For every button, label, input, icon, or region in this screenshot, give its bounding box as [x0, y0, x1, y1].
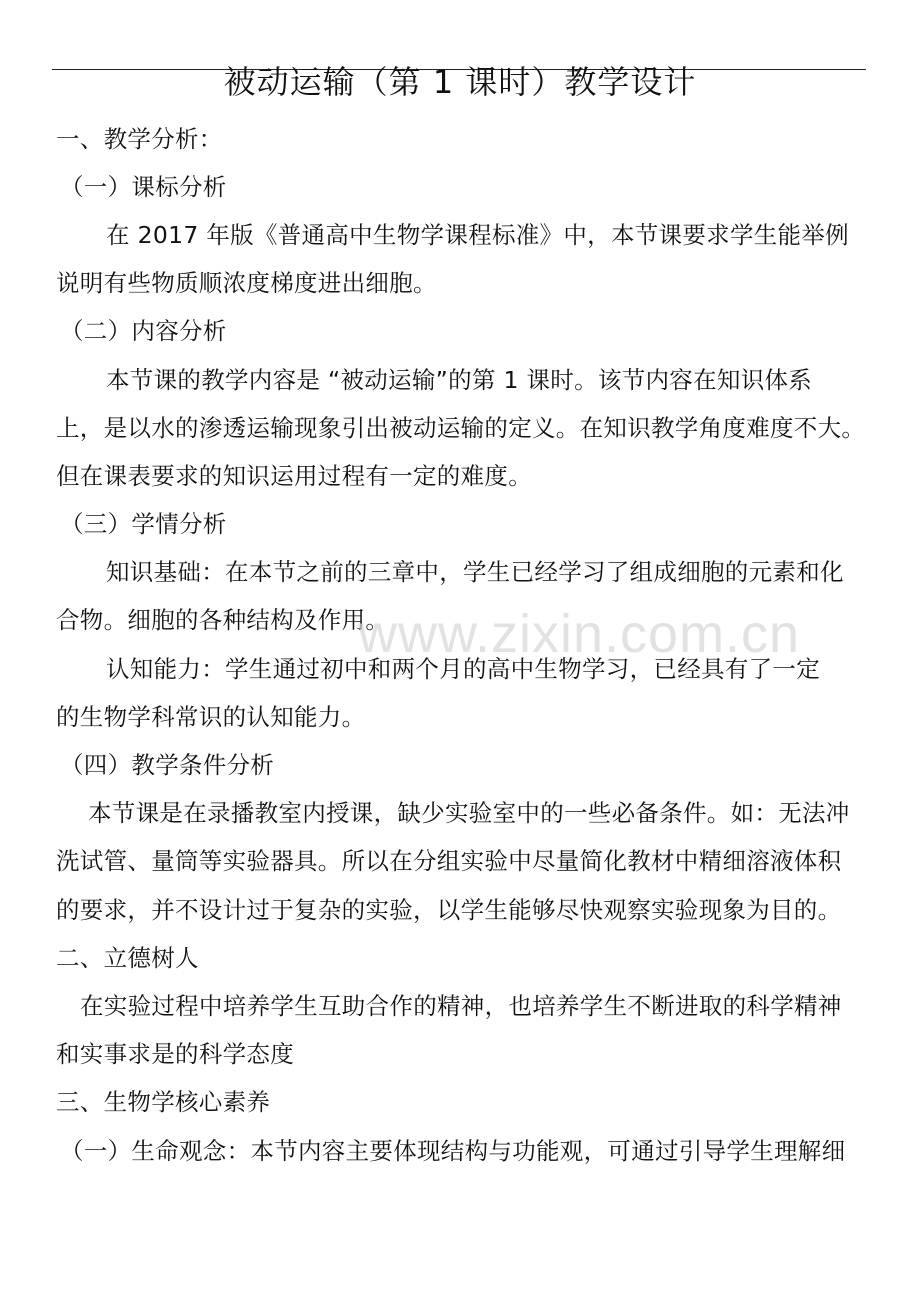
paragraph-line: 说明有些物质顺浓度梯度进出细胞。: [56, 269, 437, 297]
paragraph-line: 认知能力：学生通过初中和两个月的高中生物学习，已经具有了一定: [106, 655, 820, 683]
section-heading-1: 一、教学分析：: [56, 125, 223, 153]
paragraph-line: 本节课的教学内容是 “被动运输”的第 1 课时。该节内容在知识体系: [106, 366, 813, 394]
subsection-heading-1-3: （三）学情分析: [60, 510, 227, 538]
paragraph-line: 和实事求是的科学态度: [56, 1040, 294, 1068]
paragraph-line: 的要求，并不设计过于复杂的实验，以学生能够尽快观察实验现象为目的。: [56, 896, 842, 924]
paragraph-line: 洗试管、量筒等实验器具。所以在分组实验中尽量简化教材中精细溶液体积: [56, 847, 842, 875]
paragraph-line: 合物。细胞的各种结构及作用。: [56, 606, 390, 634]
subsection-heading-1-2: （二）内容分析: [60, 317, 227, 345]
subsection-heading-1-1: （一）课标分析: [60, 173, 227, 201]
subsection-heading-1-4: （四）教学条件分析: [60, 751, 275, 779]
paragraph-line: 但在课表要求的知识运用过程有一定的难度。: [56, 462, 532, 490]
paragraph-line: 在 2017 年版《普通高中生物学课程标准》中，本节课要求学生能举例: [106, 221, 849, 249]
paragraph-line: 的生物学科常识的认知能力。: [56, 703, 366, 731]
watermark: www.zixin.com.cn: [358, 604, 801, 664]
document-title: 被动运输（第 1 课时）教学设计: [223, 63, 697, 101]
section-heading-3: 三、生物学核心素养: [56, 1088, 271, 1116]
paragraph-line: 本节课是在录播教室内授课，缺少实验室中的一些必备条件。如：无法冲: [88, 799, 850, 827]
paragraph-line: 上，是以水的渗透运输现象引出被动运输的定义。在知识教学角度难度不大。: [56, 414, 866, 442]
paragraph-line: 知识基础：在本节之前的三章中，学生已经学习了组成细胞的元素和化: [106, 558, 844, 586]
section-heading-2: 二、立德树人: [56, 944, 199, 972]
paragraph-line: （一）生命观念：本节内容主要体现结构与功能观，可通过引导学生理解细: [60, 1137, 846, 1165]
paragraph-line: 在实验过程中培养学生互助合作的精神，也培养学生不断进取的科学精神: [80, 992, 842, 1020]
